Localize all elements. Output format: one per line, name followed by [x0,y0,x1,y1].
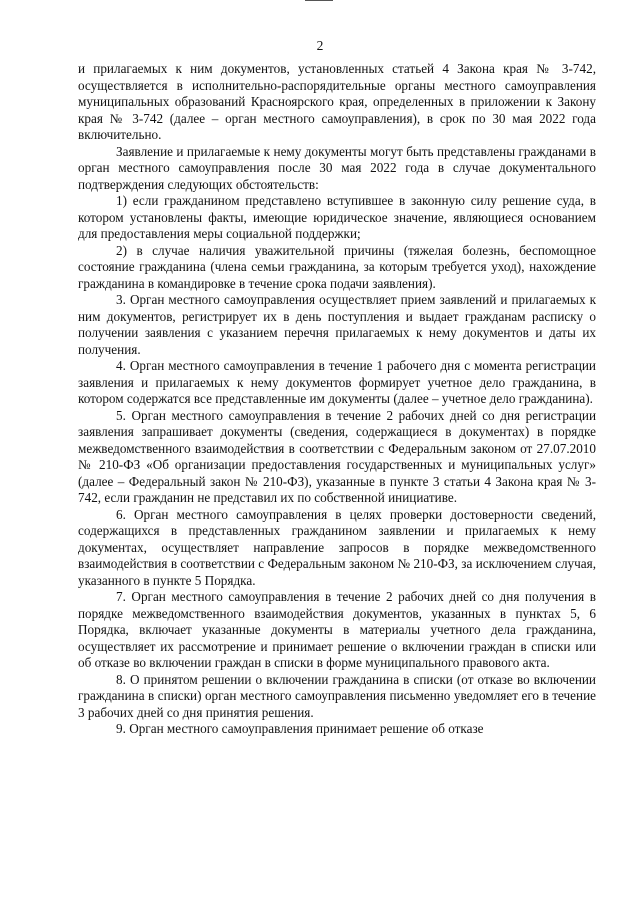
paragraph-item-5: 5. Орган местного самоуправления в течение 2 рабочих дней со дня регистрации заявления запрашивает документы (сведения, содержащиеся в документах) в порядке межведомственного взаимодействия в соответствии с Федеральным законом от 27.07.2010 № 210-ФЗ «Об организации предоставления государственных и муниципальных услуг» (далее – Федеральный закон № 210-ФЗ), указанные в пункте 3 статьи 4 Закона края № 3-742, если гражданин не представил их по собственной инициативе. [78,407,596,505]
paragraph-item-3: 3. Орган местного самоуправления осуществляет прием заявлений и прилагаемых к ним документов, регистрирует их в день поступления и выдает гражданам расписку о получении заявления с указанием перечня прилагаемых к нему документов и даты их получения. [78,292,596,357]
document-body [78,61,596,738]
page-number: 2 [316,38,324,53]
paragraph-item-8: 8. О принятом решении о включении гражданина в списки (от отказе во включении гражданина в списки) орган местного самоуправления письменно уведомляет его в течение 3 рабочих дней со дня принятия решения. [78,671,596,720]
paragraph-application-deadline: Заявление и прилагаемые к нему документы могут быть представлены гражданами в орган местного самоуправления после 30 мая 2022 года в случае документального подтверждения следующих обстоятельств: [78,143,596,192]
paragraph-item-6: 6. Орган местного самоуправления в целях проверки достоверности сведений, содержащихся в представленных гражданином заявлении и прилагаемых к нему документах, осуществляет направление запросов в порядке межведомственного взаимодействия в соответствии с Федеральным законом № 210-ФЗ, за исключением случая, указанного в пункте 5 Порядка. [78,506,596,588]
paragraph-condition-1: 1) если гражданином представлено вступившее в законную силу решение суда, в котором установлены факты, имеющие юридическое значение, являющиеся основанием для предоставления меры социальной поддержки; [78,193,596,241]
top-edge-line [305,0,333,1]
paragraph-item-4: 4. Орган местного самоуправления в течение 1 рабочего дня с момента регистрации заявления и прилагаемых к нему документов формирует учетное дело гражданина, в котором содержатся все представленные им документы (далее – учетное дело гражданина). [78,358,596,406]
paragraph-item-7: 7. Орган местного самоуправления в течение 2 рабочих дней со дня получения в порядке межведомственного взаимодействия документов, указанных в пунктах 5, 6 Порядка, включает указанные документы в материалы учетного дела гражданина, осуществляет их рассмотрение и принимает решение о включении граждан в списки или об отказе во включении граждан в списки в форме муниципального правового акта. [78,589,596,670]
paragraph-continuation: и прилагаемых к ним документов, установленных статьей 4 Закона края № 3-742, осуществляется в исполнительно-распорядительные органы местного самоуправления муниципальных образований Красноярского края, определенных в приложении к Закону края № 3-742 (далее – орган местного самоуправления), в срок по 30 мая 2022 года включительно. [78,61,596,142]
paragraph-item-9: 9. Орган местного самоуправления принимает решение об отказе [116,721,484,736]
paragraph-condition-2: 2) в случае наличия уважительной причины (тяжелая болезнь, беспомощное состояние гражданина (члена семьи гражданина, за которым требуется уход), нахождение гражданина в командировке в течение срока подачи заявления). [78,242,596,291]
